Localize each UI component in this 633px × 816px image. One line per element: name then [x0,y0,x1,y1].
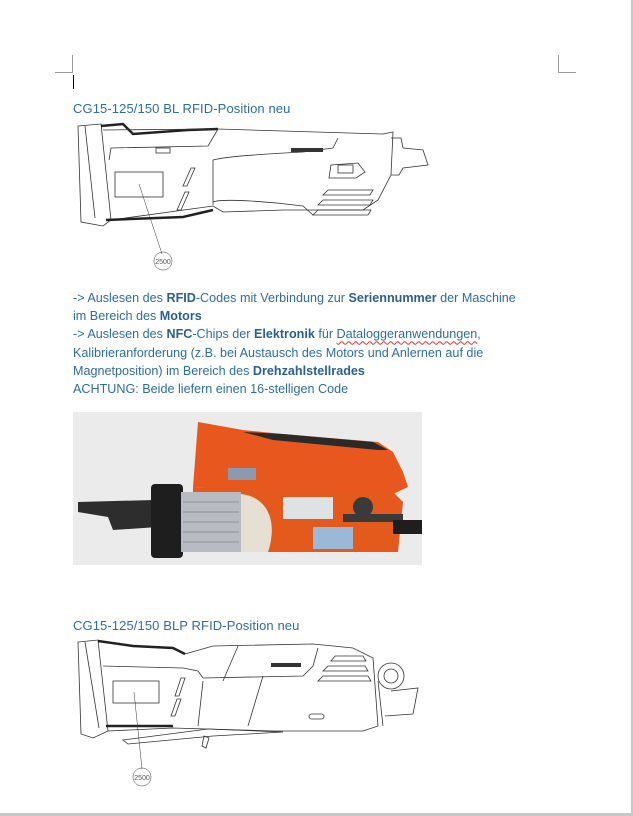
technical-drawing-bl [73,120,438,275]
drawing-detail [156,148,170,153]
drawing-outline [385,688,418,716]
drawing-detail [309,714,324,719]
text-cursor [73,75,74,89]
drawing-outline [198,681,203,726]
drawing-vent [323,666,368,671]
body-text [73,289,563,398]
drawing-outline [223,646,238,681]
drawing-eyelet [378,663,404,689]
drawing-vent [318,200,373,205]
drawing-detail [177,192,189,210]
section-heading-blp: CG15-125/150 BLP RFID-Position neu [73,618,300,633]
callout-label: 2500 [134,775,150,782]
drawing-vent [318,676,371,681]
drawing-vent [323,190,373,195]
photo-illustration [73,412,422,565]
text-line: im Bereich des Motors [73,309,202,324]
callout-leader [134,692,142,769]
spellcheck-flagged-word[interactable]: Dataloggeranwendungen [336,327,478,342]
drawing-outline [213,200,313,215]
drawing-detail [171,699,181,716]
drawing-detail [183,168,195,186]
drawing-outline [85,126,95,218]
drawing-outline [111,129,393,220]
drawing-outline [248,676,263,726]
product-photo [73,412,422,565]
technical-drawing-blp [73,636,433,791]
drawing-outline [391,138,428,175]
drawing-detail [338,165,353,173]
drawing-band [106,210,213,220]
rfid-position-marker [113,681,159,703]
brand-plate [271,663,301,667]
margin-corner-mark [55,55,73,73]
text-line: ACHTUNG: Beide liefern einen 16-stelligen Code [73,382,349,397]
drawing-outline [378,681,383,726]
drawing-vent [313,210,371,215]
drawing-outline [109,129,218,160]
drawing-band [98,641,185,654]
text-line: -> Auslesen des RFID-Codes mit Verbindung zur Seriennummer der Maschine [73,291,516,305]
drawing-outline [85,642,99,728]
margin-corner-mark [558,55,576,73]
section-heading-bl: CG15-125/150 BL RFID-Position neu [73,101,291,116]
drawing-outline [108,644,378,731]
drawing-outline [103,666,203,678]
callout-label: 2500 [155,259,171,266]
drawing-detail [175,678,185,696]
text-line: Magnetposition) im Bereich des Drehzahlstellrades [73,363,365,378]
drawing-vent [331,656,366,661]
text-line: Kalibrieranforderung (z.B. bei Austausch des Motors und Anlernen auf die [73,345,484,360]
text-line: -> Auslesen des NFC-Chips der Elektronik für Dataloggeranwendungen, [73,327,481,342]
drawing-detail [202,736,209,748]
brand-plate [291,148,323,152]
